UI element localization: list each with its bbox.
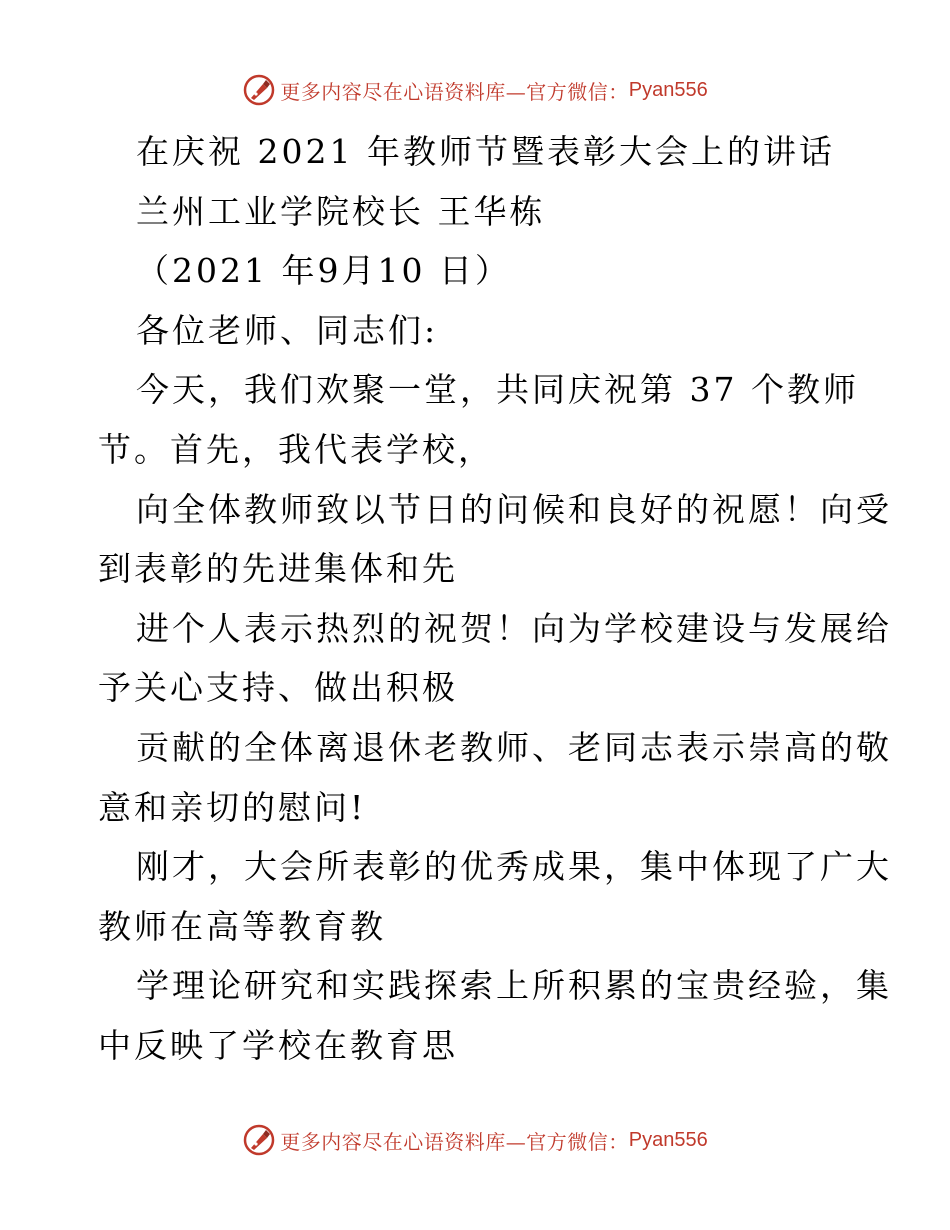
salutation: 各位老师、同志们: [136, 310, 439, 350]
document-body [98, 122, 892, 1076]
body-line: 节。首先，我代表学校， [98, 429, 494, 469]
pen-nib-logo-icon [242, 1123, 276, 1157]
body-line: 今天，我们欢聚一堂，共同庆祝第 37 个教师 [136, 370, 859, 410]
banner-text: 更多内容尽在心语资料库—官方微信： [280, 1129, 629, 1154]
body-line: 向全体教师致以节日的问候和良好的祝愿！向受 [136, 489, 892, 529]
body-line: 中反映了学校在教育思 [98, 1025, 458, 1065]
body-line: 学理论研究和实践探索上所积累的宝贵经验，集 [136, 966, 892, 1006]
body-line: 到表彰的先进集体和先 [98, 549, 458, 589]
body-line: 进个人表示热烈的祝贺！向为学校建设与发展给 [136, 608, 892, 648]
banner-text: 更多内容尽在心语资料库—官方微信： [280, 79, 629, 104]
footer-watermark-banner [0, 1120, 950, 1160]
header-watermark-banner [0, 70, 950, 110]
banner-wechat-id: Pyan556 [628, 78, 708, 101]
body-line: 教师在高等教育教 [98, 906, 386, 946]
speech-date: （2021 年9月10 日） [136, 251, 511, 291]
body-line: 刚才，大会所表彰的优秀成果，集中体现了广大 [136, 847, 892, 887]
speech-title: 在庆祝 2021 年教师节暨表彰大会上的讲话 [136, 132, 835, 171]
body-line: 贡献的全体离退休老教师、老同志表示崇高的敬 [136, 727, 892, 767]
body-line: 予关心支持、做出积极 [98, 668, 458, 708]
banner-wechat-id: Pyan556 [628, 1128, 708, 1151]
body-line: 意和亲切的慰问! [98, 787, 367, 827]
speaker-line: 兰州工业学院校长 王华栋 [136, 191, 546, 231]
pen-nib-logo-icon [242, 73, 276, 107]
